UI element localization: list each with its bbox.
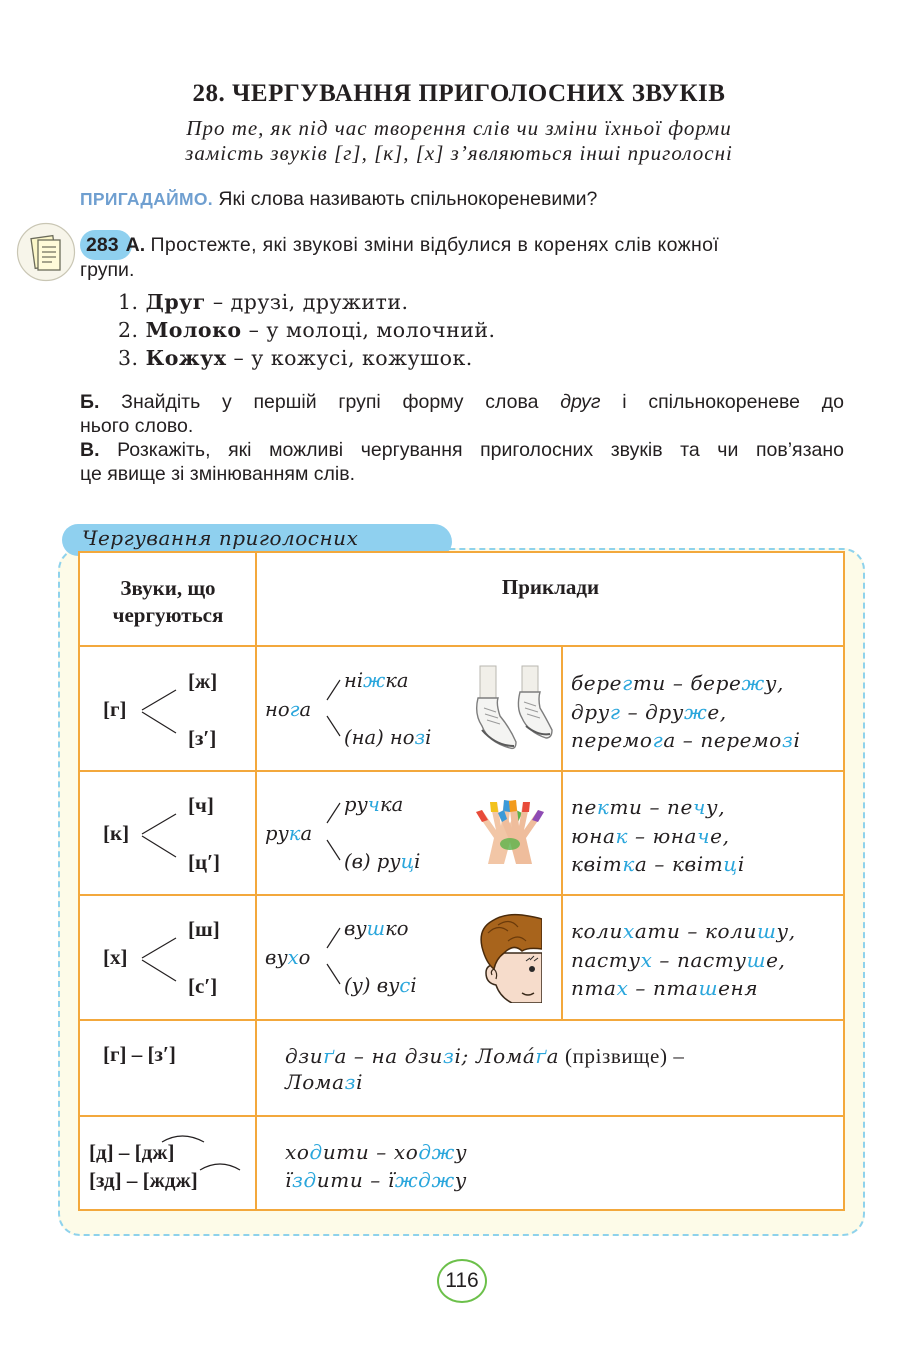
list-item: 2. Молоко – у молоці, молочний. <box>118 318 496 342</box>
list-item: 1. Друг – друзі, дружити. <box>118 290 409 314</box>
exercise-c-line-2: це явище зі змінюванням слів. <box>80 463 356 485</box>
example-derived: ручка <box>344 793 404 816</box>
example-list: пекти – печу, юнак – юначе, квітка – квітці <box>571 795 745 876</box>
example-derived: (на) нозі <box>344 726 432 749</box>
example-list: берегти – бережу, друг – друже, перемога – перемозі <box>571 671 801 752</box>
example-derived: ніжка <box>344 669 409 692</box>
subtitle-line-1: Про те, як під час творення слів чи зміни їхньої форми <box>186 116 732 140</box>
page-title: 28. ЧЕРГУВАННЯ ПРИГОЛОСНИХ ЗВУКІВ <box>192 80 726 107</box>
column-header-examples: Приклади <box>501 575 600 599</box>
exercise-b-line-2: нього слово. <box>80 415 194 437</box>
exercise-a-line-2: групи. <box>80 259 135 281</box>
rule-banner-title: Чергування приголосних <box>82 526 359 550</box>
sound-alt: [ц′] <box>188 850 220 874</box>
sound-pairs: [д] – [дж] [зд] – [ждж] <box>89 1140 198 1192</box>
example-line: дзиґа – на дзизі; Ломáґа (прізвище) – <box>285 1044 685 1068</box>
example-derived: (у) вусі <box>344 974 417 997</box>
sound-alt: [с′] <box>188 974 218 998</box>
exercise-a-label: А. <box>125 234 146 256</box>
exercise-c-line-1: В. Розкажіть, які можливі чергування приголосних звуків та чи пов’язано <box>80 439 844 461</box>
sound-pair: [г] – [з′] <box>103 1042 176 1066</box>
example-root: вухо <box>265 946 311 969</box>
column-header-sounds: Звуки, що чергуються <box>112 576 224 627</box>
subtitle-line-2: замість звуків [г], [к], [х] з’являються інші приголосні <box>185 141 733 165</box>
exercise-a-text: Простежте, які звукові зміни відбулися в коренях слів кожної <box>150 234 720 256</box>
recall-label: ПРИГАДАЙМО. <box>80 189 213 209</box>
exercise-number: 283 <box>86 234 119 256</box>
page-number: 116 <box>437 1259 487 1303</box>
sound-alt: [ш] <box>188 917 220 941</box>
sound-alt: [ч] <box>188 793 214 817</box>
sound-base: [х] <box>103 945 128 969</box>
example-root: нога <box>265 698 312 721</box>
example-lines: ходити – ходжу їздити – їжджу <box>285 1140 468 1192</box>
example-derived: вушко <box>344 917 409 940</box>
example-root: рука <box>265 822 313 845</box>
sound-base: [г] <box>103 697 127 721</box>
sound-alt: [ж] <box>188 669 218 693</box>
example-line: Ломазі <box>285 1070 364 1094</box>
sound-base: [к] <box>103 821 130 845</box>
list-item: 3. Кожух – у кожусі, кожушок. <box>118 346 473 370</box>
example-derived: (в) руці <box>344 850 421 873</box>
exercise-b-line-1: Б. Знайдіть у першій групі форму слова друг і спільнокореневе до <box>80 391 844 413</box>
example-list: колихати – колишу, пастух – пастуше, птах – пташеня <box>571 919 796 1000</box>
sound-alt: [з′] <box>188 726 217 750</box>
recall-question: Які слова називають спільнокореневими? <box>218 188 598 210</box>
